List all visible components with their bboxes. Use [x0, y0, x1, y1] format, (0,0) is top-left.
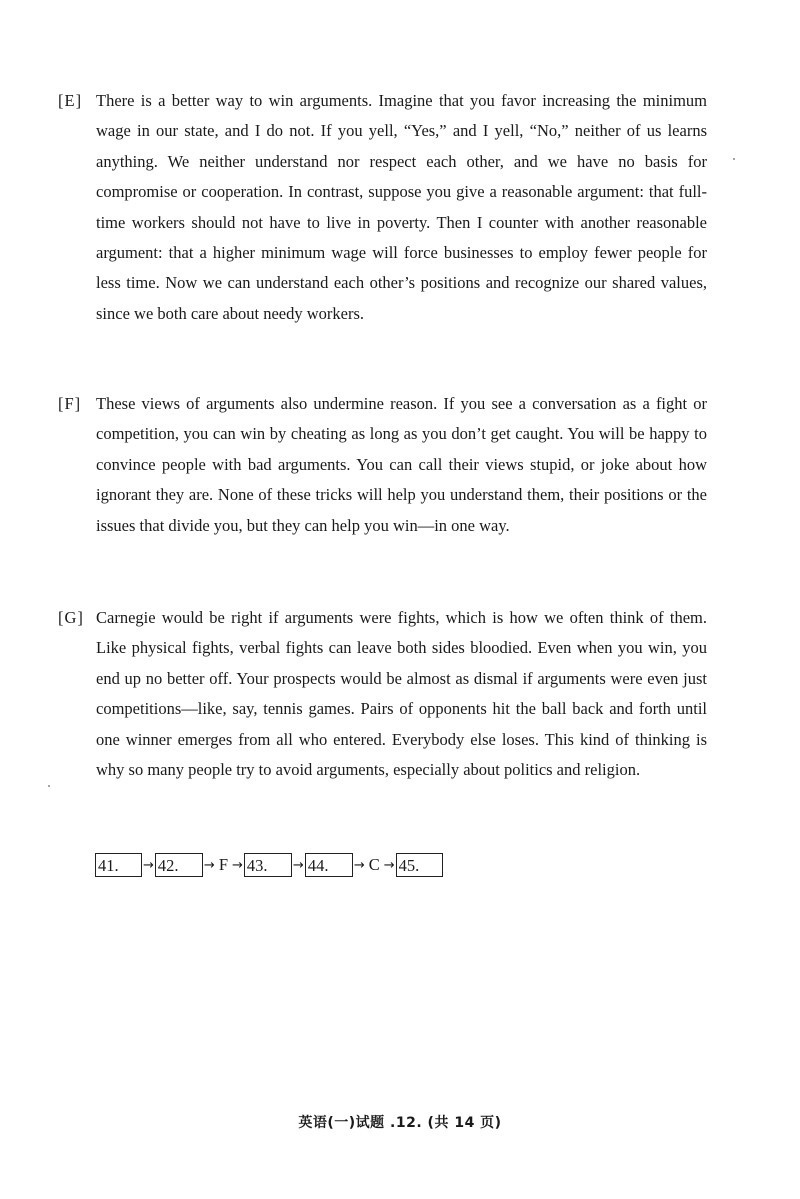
arrow-right-icon: →	[353, 857, 365, 873]
answer-box-42[interactable]: 42.	[155, 853, 203, 877]
answer-box-43[interactable]: 43.	[244, 853, 292, 877]
scan-speck	[733, 158, 735, 160]
paragraph-text-f: These views of arguments also undermine reason. If you see a conversation as a fight or competition, you can win by cheating as long as you don’t get caught. You will be happy to convince people with bad arguments. You can call their views stupid, or joke about how ignorant they are. None of these tricks will help you understand them, their positions or the issues that divide you, but they can help you win—in one way.	[96, 394, 707, 535]
page-footer: 英语(一)试题 .12. (共 14 页)	[298, 1115, 502, 1131]
paragraph-text-g: Carnegie would be right if arguments were fights, which is how we often think of them. Like physical fights, verbal fights can leave both sides bloodied. Even when you win, you end up no better off. Your prospects would be almost as dismal if arguments were even just competitions—like, say, tennis games. Pairs of opponents hit the ball back and forth until one winner emerges from all who entered. Everybody else loses. This kind of thinking is why so many people try to avoid arguments, especially about politics and religion.	[96, 608, 707, 780]
fixed-paragraph-f: F	[218, 855, 228, 874]
answer-box-44[interactable]: 44.	[305, 853, 353, 877]
arrow-right-icon: →	[203, 857, 215, 873]
arrow-right-icon: →	[383, 857, 395, 873]
arrow-right-icon: →	[143, 857, 154, 873]
paragraph-g	[55, 603, 707, 785]
scan-speck	[48, 785, 50, 787]
answer-box-41[interactable]: 41.	[95, 853, 142, 877]
paragraph-text-e: There is a better way to win arguments. Imagine that you favor increasing the minimum wage in our state, and I do not. If you yell, “Yes,” and I yell, “No,” neither of us learns anything. We neither understand nor respect each other, and we have no basis for compromise or cooperation. In contrast, suppose you give a reasonable argument: that full-time workers should not have to live in poverty. Then I counter with another reasonable argument: that a higher minimum wage will force businesses to employ fewer people for less time. Now we can understand each other’s positions and recognize our shared values, since we both care about needy workers.	[96, 91, 707, 323]
paragraph-label-e: [E]	[58, 91, 83, 110]
arrow-right-icon: →	[292, 857, 304, 873]
paragraph-label-g: [G]	[58, 608, 84, 627]
paragraph-f	[55, 389, 707, 541]
paragraph-e	[55, 86, 707, 329]
fixed-paragraph-c: C	[368, 855, 380, 874]
arrow-right-icon: →	[232, 857, 243, 873]
paragraph-label-f: [F]	[58, 394, 82, 413]
answer-box-45[interactable]: 45.	[396, 853, 443, 877]
answer-sequence	[95, 852, 443, 878]
